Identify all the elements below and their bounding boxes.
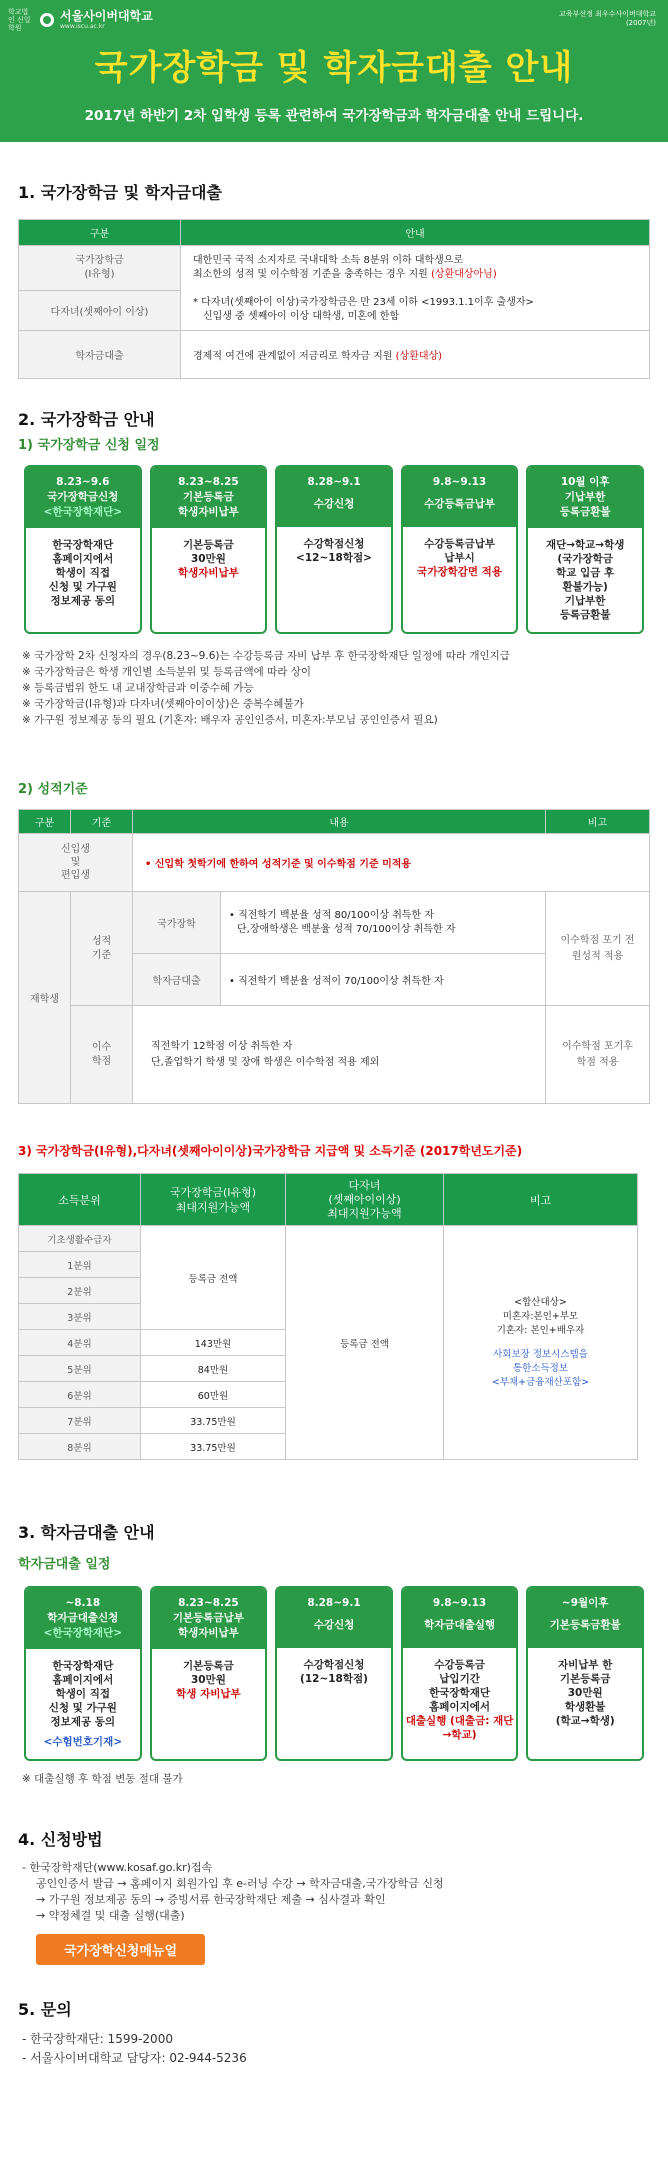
loan-step3-date: 8.28~9.1 (307, 1597, 361, 1609)
new-student-text: • 신입학 첫학기에 한하여 성적기준 및 이수학점 기준 미적용 (133, 834, 650, 892)
grade-h-content: 내용 (133, 810, 546, 834)
amount-5: 84만원 (141, 1356, 286, 1382)
row-text-loan (181, 331, 650, 379)
col-header-category: 구분 (19, 220, 181, 246)
row1-text2: 최소한의 성적 및 이수학점 기준을 충족하는 경우 지원 (193, 269, 428, 281)
amount-note5: 통한소득정보 (512, 1362, 569, 1374)
step4-line1: 수강등록금납부 (424, 538, 496, 550)
loan-step1-date: ~8.18 (65, 1597, 101, 1609)
amount-8: 33.75만원 (141, 1434, 286, 1460)
grade-h-note: 비고 (546, 810, 650, 834)
note-2: ※ 국가장학금은 학생 개인별 소득분위 및 등록금액에 따라 상이 (22, 666, 312, 678)
loan-step2-header (152, 1588, 266, 1649)
amount-h-multi (286, 1174, 444, 1226)
credit-std-label (71, 1006, 133, 1104)
credit-text (133, 1006, 546, 1104)
loan-step3-line2: (12~18학점) (300, 1673, 368, 1685)
scholarship-step-1 (24, 465, 142, 634)
row2-text2: 신입생 중 셋째아이 이상 대학생, 미혼에 한함 (203, 311, 400, 323)
bracket-2: 2분위 (19, 1278, 141, 1304)
step5-line1: 재단→학교→학생 (545, 539, 625, 551)
step5-line3: 학교 입금 후 (556, 567, 615, 579)
loan-step1-header (26, 1588, 140, 1649)
apply-line4: → 약정체결 및 대출 실행(대출) (36, 1909, 185, 1922)
amount-h3c: 최대지원가능액 (327, 1206, 402, 1220)
logo-mark-icon (40, 13, 54, 27)
step3-title: 수강신청 (313, 498, 355, 510)
amount-note2: 미혼자:본인+부모 (502, 1310, 579, 1322)
amount-h2a: 국가장학금(I유형) (169, 1185, 257, 1199)
header-banner (0, 0, 668, 142)
new-label-1: 신입생 (61, 844, 90, 855)
grade-std-label (71, 892, 133, 1006)
contact-kosaf: - 한국장학재단: 1599-2000 (22, 2032, 173, 2046)
page-subtitle: 2017년 하반기 2차 입학생 등록 관련하여 국가장학금과 학자금대출 안내 드립니다. (84, 108, 584, 124)
loan-step1-line3: 학생이 직접 (55, 1688, 110, 1700)
step1-body (26, 528, 140, 618)
logo-name: 서울사이버대학교 (60, 9, 153, 23)
credit-text1: 직전학기 12학점 이상 취득한 자 (151, 1040, 293, 1052)
amount-h3b: (셋째아이이상) (328, 1192, 401, 1206)
apply-line2: 공인인증서 발급 → 홈페이지 회원가입 후 e-러닝 수강 → 학자금대출,국가장학금 신청 (36, 1877, 444, 1890)
row3-text-red: (상환대상) (395, 351, 443, 362)
section5-heading: 5. 문의 (18, 2000, 72, 2019)
step4-red: 국가장학감면 적용 (417, 566, 502, 578)
loan-step5-line3: 30만원 (567, 1687, 603, 1699)
step2-header (152, 467, 266, 528)
loan-step3-title: 수강신청 (313, 1619, 355, 1631)
loan-step3-header (277, 1588, 391, 1648)
section2-sub1: 1) 국가장학금 신청 일정 (18, 438, 160, 453)
loan-step4-line1: 수강등록금 (434, 1659, 485, 1671)
step1-line5: 정보제공 동의 (50, 595, 116, 607)
scholarship-manual-button[interactable]: 국가장학신청메뉴얼 (36, 1934, 205, 1965)
step2-line2: 30만원 (190, 553, 226, 565)
grade-h-category: 구분 (19, 810, 71, 834)
national-label: 국가장학 (133, 892, 221, 954)
bracket-basic: 기초생활수급자 (19, 1226, 141, 1252)
national-text (221, 892, 546, 954)
loan-step1-sub: <한국장학재단> (43, 1627, 123, 1639)
step3-header (277, 467, 391, 527)
step4-title: 수강등록금납부 (424, 498, 496, 510)
loan-step4-title: 학자금대출실행 (424, 1619, 496, 1631)
credit-note (546, 1006, 650, 1104)
amount-h-note: 비고 (444, 1174, 638, 1226)
step1-header (26, 467, 140, 528)
row3-text: 경제적 여건에 관계없이 저금리로 학자금 지원 (193, 351, 393, 362)
step3-body (277, 527, 391, 575)
contact-university: - 서울사이버대학교 담당자: 02-944-5236 (22, 2051, 247, 2065)
row-text-multichild (181, 291, 650, 331)
grade-note2: 원성적 적용 (571, 950, 624, 962)
loan-step5-title: 기본등록금환불 (549, 1619, 621, 1631)
contact-info (18, 2030, 650, 2068)
tuition-full-national: 등록금 전액 (141, 1226, 286, 1330)
bracket-3: 3분위 (19, 1304, 141, 1330)
step1-line4: 신청 및 가구원 (48, 581, 117, 593)
row1-text1: 대한민국 국적 소지자로 국내대학 소득 8분위 이하 대학생으로 (193, 255, 464, 267)
step4-line2: 납부시 (444, 552, 475, 564)
national-text1: • 직전학기 백분율 성적 80/100이상 취득한 자 (229, 909, 435, 921)
new-student-label (19, 834, 133, 892)
grade-criteria-table (18, 809, 650, 1104)
row2-text1: * 다자녀(셋째아이 이상)국가장학금은 만 23세 이하 <1993.1.1이후 출생자> (193, 297, 534, 309)
credit-std-2: 학점 (91, 1055, 112, 1067)
amount-note3: 기혼자: 본인+배우자 (496, 1324, 585, 1336)
apply-line1: - 한국장학재단(www.kosaf.go.kr)접속 (22, 1861, 213, 1874)
loan-step1-line2: 홈페이지에서 (52, 1674, 114, 1686)
amount-h-bracket: 소득분위 (19, 1174, 141, 1226)
loan-note: ※ 대출실행 후 학점 변동 절대 불가 (22, 1773, 183, 1785)
loan-step4-date: 9.8~9.13 (432, 1597, 487, 1609)
loan-text: • 직전학기 백분율 성적이 70/100이상 취득한 자 (221, 954, 546, 1006)
scholarship-step-5 (526, 465, 644, 634)
step3-line2: <12~18학점> (296, 552, 372, 564)
loan-step3-body (277, 1648, 391, 1696)
logo-url: www.iscu.ac.kr (60, 23, 105, 30)
apply-method (18, 1860, 650, 1924)
step2-title: 기본등록금 (183, 491, 234, 503)
note-1: ※ 국가장학 2차 신청자의 경우(8.23~9.6)는 수강등록금 자비 납부 후 한국장학재단 일정에 따라 개인지급 (22, 650, 510, 662)
row-label-multichild: 다자녀(셋째아이 이상) (19, 291, 181, 331)
loan-step4-red: 대출실행 (대출금: 재단 →학교) (405, 1715, 514, 1741)
step4-header (403, 467, 517, 527)
loan-step2-body (152, 1649, 266, 1711)
loan-step2-date: 8.23~8.25 (178, 1597, 239, 1609)
scholarship-steps (18, 465, 650, 634)
loan-step4-body (403, 1648, 517, 1752)
step5-line5: 기납부한 (564, 595, 606, 607)
bracket-7: 7분위 (19, 1408, 141, 1434)
credit-note1: 이수학점 포기후 (562, 1040, 633, 1052)
bracket-6: 6분위 (19, 1382, 141, 1408)
loan-step2-title: 기본등록금납부 (172, 1612, 244, 1624)
amount-h-national (141, 1174, 286, 1226)
scholarship-step-3 (275, 465, 393, 634)
credit-std-1: 이수 (91, 1041, 112, 1053)
loan-step5-body (528, 1648, 642, 1738)
row-label-national (19, 246, 181, 291)
step1-line2: 홈페이지에서 (52, 553, 114, 565)
section1-heading: 1. 국가장학금 및 학자금대출 (18, 183, 222, 202)
bracket-8: 8분위 (19, 1434, 141, 1460)
amount-h2b: 최대지원가능액 (175, 1200, 251, 1214)
amount-table (18, 1173, 638, 1460)
loan-step4-header (403, 1588, 517, 1648)
bracket-4: 4분위 (19, 1330, 141, 1356)
loan-step1-body (26, 1649, 140, 1759)
step5-date: 10월 이후 (560, 476, 610, 488)
page-title: 국가장학금 및 학자금대출 안내 (94, 48, 574, 88)
step2-date: 8.23~8.25 (178, 476, 239, 488)
loan-step-2 (150, 1586, 268, 1761)
loan-steps (18, 1586, 650, 1761)
current-student-label: 재학생 (19, 892, 71, 1104)
step5-title2: 등록금환불 (559, 506, 611, 518)
amount-4: 143만원 (141, 1330, 286, 1356)
amount-6: 60만원 (141, 1382, 286, 1408)
loan-step2-title2: 학생자비납부 (177, 1627, 239, 1639)
loan-step5-line1: 자비납부 한 (557, 1659, 613, 1671)
loan-step5-header (528, 1588, 642, 1648)
step5-header (528, 467, 642, 528)
loan-step3-line1: 수강학점신청 (303, 1659, 365, 1671)
step5-line6: 등록금환불 (559, 609, 611, 621)
loan-step1-line1: 한국장학재단 (52, 1660, 114, 1672)
amount-h3a: 다자녀 (348, 1178, 381, 1192)
step1-date: 8.23~9.6 (56, 476, 110, 488)
loan-step4-line4: 홈페이지에서 (429, 1701, 490, 1713)
loan-step-1 (24, 1586, 142, 1761)
amount-note (444, 1226, 638, 1460)
university-logo[interactable] (8, 8, 153, 32)
loan-step5-line2: 기본등록금 (559, 1673, 611, 1685)
credit-note2: 학점 적용 (576, 1056, 619, 1068)
amount-note1: <합산대상> (514, 1296, 567, 1308)
award-badge (559, 10, 656, 28)
loan-step2-red: 학생 자비납부 (176, 1688, 241, 1700)
loan-step4-line2: 납입기간 (439, 1673, 480, 1685)
loan-step2-line1: 기본등록금 (183, 1660, 234, 1672)
row1-label-b: (I유형) (84, 269, 115, 280)
grade-h-standard: 기준 (71, 810, 133, 834)
section2-sub2: 2) 성적기준 (18, 782, 88, 797)
scholarship-step-2 (150, 465, 268, 634)
loan-step-4 (401, 1586, 519, 1761)
credit-text2: 단,졸업학기 학생 및 장애 학생은 이수학점 적용 제외 (151, 1056, 380, 1068)
step4-date: 9.8~9.13 (432, 476, 487, 488)
loan-step-5 (526, 1586, 644, 1761)
step5-line4: 환불가능) (562, 581, 608, 593)
loan-label: 학자금대출 (133, 954, 221, 1006)
loan-step4-line3: 한국장학재단 (429, 1687, 490, 1699)
amount-7: 33.75만원 (141, 1408, 286, 1434)
loan-step5-date: ~9월이후 (561, 1597, 609, 1609)
amount-note6: <부채+금융재산포함> (491, 1376, 590, 1388)
bracket-1: 1분위 (19, 1252, 141, 1278)
step2-body (152, 528, 266, 590)
note-3: ※ 등록금범위 한도 내 교내장학금과 이중수혜 가능 (22, 682, 254, 694)
step5-title: 기납부한 (564, 491, 606, 503)
new-label-3: 편입생 (61, 870, 90, 881)
grade-std-2: 기준 (91, 949, 112, 961)
loan-step1-title: 학자금대출신청 (47, 1612, 119, 1624)
loan-step5-line4: 학생환불 (564, 1701, 606, 1713)
step4-body (403, 527, 517, 589)
note-4: ※ 국가장학금(I유형)과 다자녀(셋째아이이상)은 중복수혜불가 (22, 698, 304, 710)
row1-text2-red: (상환대상아님) (430, 269, 497, 281)
national-text2: 단,장애학생은 백분율 성적 70/100이상 취득한 자 (237, 923, 456, 935)
overview-table (18, 219, 650, 379)
step3-date: 8.28~9.1 (307, 476, 361, 488)
row1-label-a: 국가장학금 (75, 255, 124, 266)
scholarship-notes (18, 648, 650, 728)
grade-note1: 이수학점 포기 전 (560, 934, 635, 946)
bracket-5: 5분위 (19, 1356, 141, 1382)
apply-line3: → 가구원 정보제공 동의 → 증빙서류 한국장학재단 제출 → 심사결과 확인 (36, 1893, 386, 1906)
row-label-loan: 학자금대출 (19, 331, 181, 379)
step1-title: 국가장학금신청 (47, 491, 119, 503)
new-label-2: 및 (70, 857, 81, 868)
section3-heading: 3. 학자금대출 안내 (18, 1523, 155, 1542)
section4-heading: 4. 신청방법 (18, 1830, 103, 1849)
scholarship-step-4 (401, 465, 519, 634)
step5-line2: (국가장학금 (557, 553, 613, 565)
col-header-guide: 안내 (181, 220, 650, 246)
step2-title2: 학생자비납부 (177, 506, 239, 518)
section2-sub3: 3) 국가장학금(I유형),다자녀(셋째아이이상)국가장학금 지급액 및 소득기준 (2017학년도기준) (18, 1144, 523, 1158)
section3-sub1: 학자금대출 일정 (18, 1557, 111, 1572)
step3-line1: 수강학점신청 (303, 538, 365, 550)
loan-step-3 (275, 1586, 393, 1761)
step1-line3: 학생이 직접 (55, 567, 110, 579)
step1-line1: 한국장학재단 (52, 539, 114, 551)
row-text-national (181, 246, 650, 291)
badge-line2: (2007년) (625, 19, 656, 27)
foundation-seal: 학교법인 신일학원 (8, 8, 31, 32)
grade-note (546, 892, 650, 1006)
loan-step1-line4: 신청 및 가구원 (48, 1702, 117, 1714)
step2-red: 학생자비납부 (177, 567, 239, 579)
tuition-full-multi: 등록금 전액 (286, 1226, 444, 1460)
grade-std-1: 성적 (91, 935, 112, 947)
step1-sub: <한국장학재단> (43, 506, 123, 518)
loan-step1-blue: <수험번호기재> (43, 1736, 123, 1748)
loan-step1-line5: 정보제공 동의 (50, 1716, 116, 1728)
amount-note4: 사회보장 정보시스템을 (493, 1348, 588, 1360)
note-5: ※ 가구원 정보제공 동의 필요 (기혼자: 배우자 공인인증서, 미혼자:부모님 공인인증서 필요) (22, 714, 438, 726)
badge-line1: 교육부선정 최우수사이버대학교 (559, 10, 656, 18)
loan-step5-line5: (학교→학생) (555, 1715, 615, 1727)
step2-line1: 기본등록금 (183, 539, 234, 551)
section2-heading: 2. 국가장학금 안내 (18, 410, 155, 429)
loan-step2-line2: 30만원 (190, 1674, 226, 1686)
step5-body (528, 528, 642, 632)
